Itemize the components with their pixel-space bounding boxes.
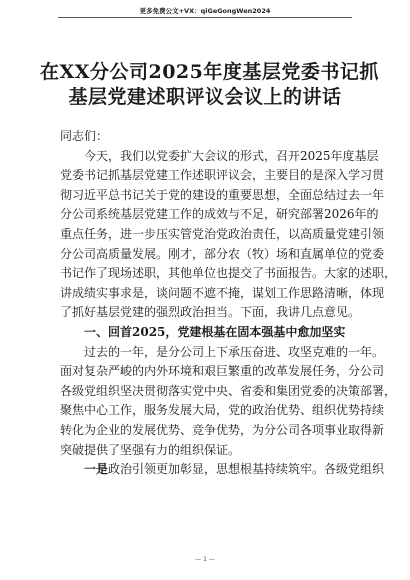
paragraph-line: 党委书记抓基层党建工作述职评议会，主要目的是深入学习贯 bbox=[60, 168, 385, 183]
paragraph-line: 突破提供了坚强有力的组织保证。 bbox=[60, 442, 241, 457]
paragraph-line: 书记作了现场述职，其他单位也提交了书面报告。大家的述职， bbox=[60, 266, 397, 281]
paragraph-line: 讲成绩实事求是，谈问题不遮不掩，谋划工作思路清晰，体现 bbox=[60, 285, 385, 300]
paragraph-point-one bbox=[60, 460, 385, 480]
document-body bbox=[60, 127, 397, 480]
title-line-2: 基层党建述职评议会议上的讲话 bbox=[68, 86, 342, 108]
paragraph-line: 面对复杂严峻的内外环境和艰巨繁重的改革发展任务，分公司 bbox=[60, 364, 385, 379]
page-header: 更多免费公文+VX：qiGeGongWen2024 bbox=[139, 7, 271, 15]
header-divider bbox=[58, 17, 352, 18]
paragraph-line: 转化为企业的发展优势、竞争优势，为分公司各项事业取得新 bbox=[60, 422, 385, 437]
point-text: 政治引领更加彰显，思想根基持续筑牢。各级党组织 bbox=[108, 462, 385, 477]
paragraph-line: 重点任务，进一步压实管党治党政治责任，以高质量党建引领 bbox=[60, 226, 385, 241]
paragraph-line: 各级党组织坚决贯彻落实党中央、省委和集团党委的决策部署， bbox=[60, 383, 397, 398]
paragraph-line: 聚焦中心工作，服务发展大局，党的政治优势、组织优势持续 bbox=[60, 403, 385, 418]
point-lead: 一是 bbox=[84, 462, 109, 477]
document-title bbox=[40, 60, 379, 110]
paragraph-line: 分公司高质量发展。刚才，部分农（牧）场和直属单位的党委 bbox=[60, 246, 385, 261]
paragraph-intro bbox=[60, 147, 397, 323]
salutation: 同志们： bbox=[60, 129, 109, 143]
title-line-1: 在XX分公司2025年度基层党委书记抓 bbox=[40, 61, 379, 83]
paragraph-line: 今天，我们以党委扩大会议的形式，召开2025年度基层 bbox=[60, 148, 379, 163]
page-number: — 1 — bbox=[195, 556, 215, 563]
paragraph-line: 分公司系统基层党建工作的成效与不足，研究部署2026年的 bbox=[60, 207, 379, 222]
paragraph-line: 了抓好基层党建的强烈政治担当。下面，我讲几点意见。 bbox=[60, 305, 361, 320]
paragraph-review bbox=[60, 343, 397, 461]
paragraph-line: 过去的一年，是分公司上下承压奋进、攻坚克难的一年。 bbox=[60, 344, 385, 359]
paragraph-line: 彻习近平总书记关于党的建设的重要思想，全面总结过去一年 bbox=[60, 187, 385, 202]
section-heading: 一、回首2025，党建根基在固本强基中愈加坚实 bbox=[60, 324, 346, 339]
